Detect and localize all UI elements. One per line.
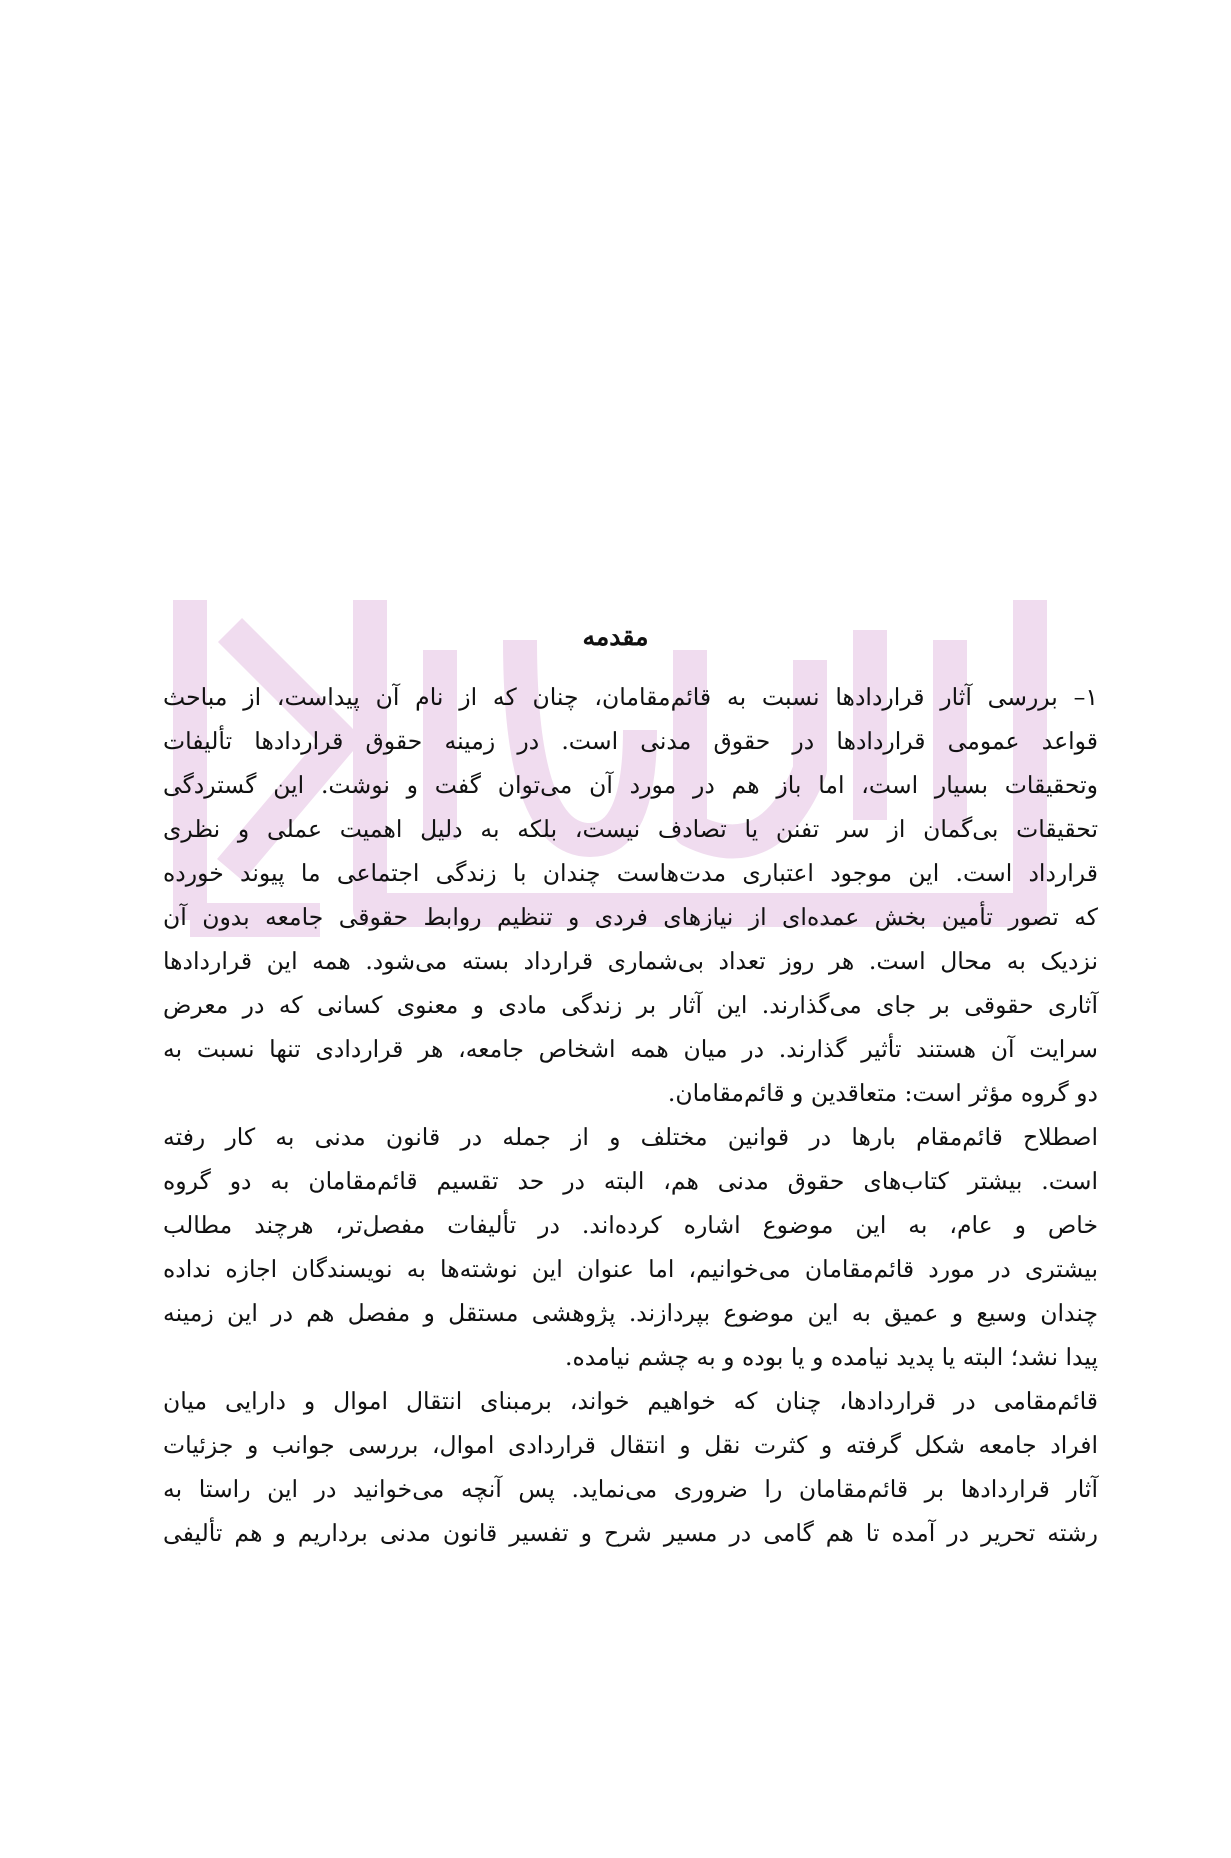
text-line: رشته تحریر در آمده تا هم گامی در مسیر شرح و تفسیر قانون مدنی برداریم و هم تألیفی [163, 1519, 1098, 1547]
text-line: که تصور تأمین بخش عمده‌ای از نیازهای فردی و تنظیم روابط حقوقی جامعه بدون آن [163, 903, 1098, 931]
text-line: قواعد عمومی قراردادها در حقوق مدنی است. در زمینه حقوق قراردادها تألیفات [163, 727, 1098, 755]
text-line: سرایت آن هستند تأثیر گذارند. در میان همه اشخاص جامعه، هر قراردادی تنها نسبت به [163, 1035, 1098, 1063]
text-line: دو گروه مؤثر است: متعاقدین و قائم‌مقامان. [667, 1079, 1098, 1107]
text-line: آثاری حقوقی بر جای می‌گذارند. این آثار بر زندگی مادی و معنوی کسانی که در معرض [163, 991, 1098, 1019]
text-line: قائم‌مقامی در قراردادها، چنان که خواهیم خواند، برمبنای انتقال اموال و دارایی میان [163, 1387, 1098, 1415]
document-body [163, 675, 1098, 1555]
text-line: افراد جامعه شکل گرفته و کثرت نقل و انتقال قراردادی اموال، بررسی جوانب و جزئیات [163, 1431, 1098, 1459]
text-line: چندان وسیع و عمیق به این موضوع بپردازند. پژوهشی مستقل و مفصل هم در این زمینه [163, 1299, 1098, 1327]
text-line: اصطلاح قائم‌مقام بارها در قوانین مختلف و از جمله در قانون مدنی به کار رفته [163, 1123, 1098, 1151]
text-line: خاص و عام، به این موضوع اشاره کرده‌اند. در تألیفات مفصل‌تر، هرچند مطالب [163, 1211, 1098, 1239]
text-line: تحقیقات بی‌گمان از سر تفنن یا تصادف نیست، بلکه به دلیل اهمیت عملی و نظری [163, 815, 1098, 843]
page-title: مقدمه [582, 622, 649, 651]
text-line: قرارداد است. این موجود اعتباری مدت‌هاست چندان با زندگی اجتماعی ما پیوند خورده [163, 859, 1098, 887]
text-line: بیشتری در مورد قائم‌مقامان می‌خوانیم، اما عنوان این نوشته‌ها به نویسندگان اجازه نداده [163, 1255, 1098, 1283]
text-line: است. بیشتر کتاب‌های حقوق مدنی هم، البته در حد تقسیم قائم‌مقامان به دو گروه [163, 1167, 1098, 1195]
paragraph [163, 1115, 1098, 1379]
text-line: آثار قراردادها بر قائم‌مقامان را ضروری می‌نماید. پس آنچه می‌خوانید در این راستا به [163, 1475, 1098, 1503]
text-line: پیدا نشد؛ البته یا پدید نیامده و یا بوده و به چشم نیامده. [564, 1343, 1098, 1371]
paragraph [163, 675, 1098, 1115]
text-line: نزدیک به محال است. هر روز تعداد بی‌شماری قرارداد بسته می‌شود. همه این قراردادها [163, 947, 1098, 975]
text-line: ۱– بررسی آثار قراردادها نسبت به قائم‌مقامان، چنان که از نام آن پیداست، از مباحث [163, 683, 1098, 711]
paragraph [163, 1379, 1098, 1555]
text-line: وتحقیقات بسیار است، اما باز هم در مورد آن می‌توان گفت و نوشت. این گستردگی [163, 771, 1098, 799]
